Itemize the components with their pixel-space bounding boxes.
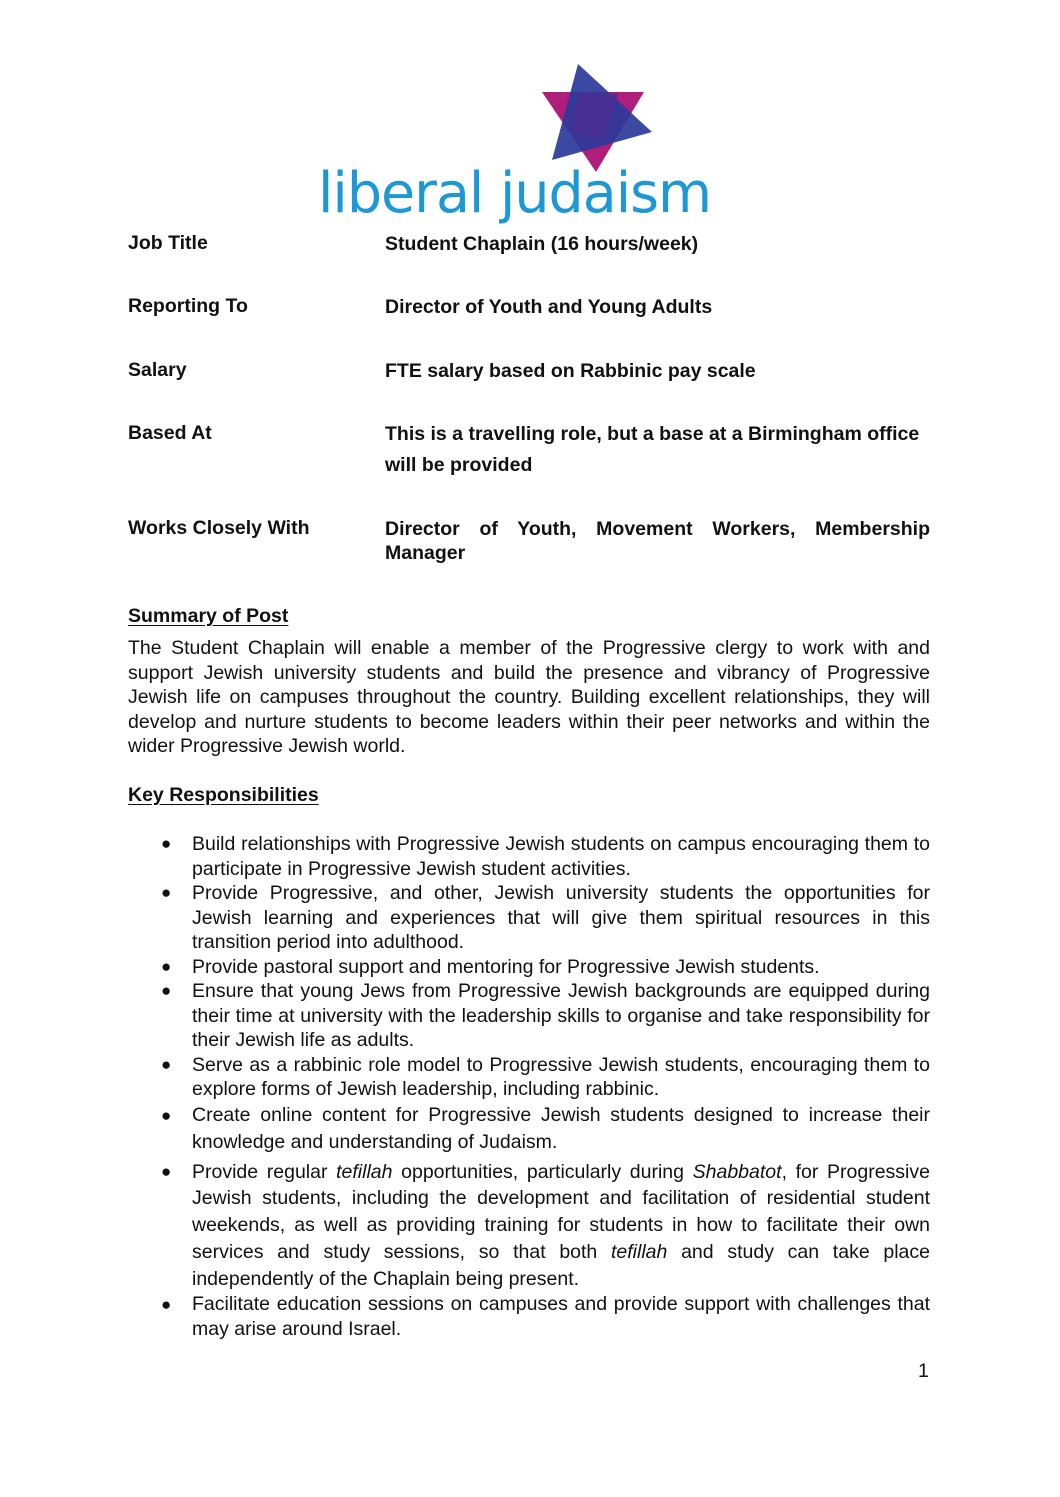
list-item-text: Facilitate education sessions on campuses and provide support with challenges that may arise around Israel. — [192, 1293, 930, 1341]
list-item — [128, 979, 930, 1053]
detail-label: Salary — [128, 359, 187, 381]
responsibilities-list — [128, 832, 930, 1342]
detail-value: Director of Youth and Young Adults — [385, 296, 713, 318]
list-item — [128, 1292, 930, 1342]
responsibilities-heading: Key Responsibilities — [128, 784, 319, 806]
summary-text: The Student Chaplain will enable a member of the Progressive clergy to work with and support Jewish university students and build the presence and vibrancy of Progressive Jewish life on campuses throughout the country. Building excellent relationships, they will develop and nurture students to become leaders within their peer networks and within the wider Progressive Jewish world. — [128, 637, 930, 758]
bullet-icon: ● — [161, 1054, 172, 1074]
bullet-icon: ● — [161, 956, 172, 976]
liberal-judaism-logo — [318, 62, 742, 226]
list-item — [128, 881, 930, 955]
list-item-text: Create online content for Progressive Jewish students designed to increase their knowledge and understanding of Judaism. — [192, 1103, 930, 1153]
list-item — [128, 955, 930, 980]
detail-value: Director of Youth, Movement Workers, Membership Manager — [385, 518, 930, 564]
bullet-icon: ● — [161, 834, 172, 853]
detail-label: Reporting To — [128, 295, 248, 317]
star-of-david-icon — [540, 62, 656, 172]
detail-value: Student Chaplain (16 hours/week) — [385, 233, 699, 255]
detail-value: FTE salary based on Rabbinic pay scale — [385, 360, 756, 382]
bullet-icon: ● — [161, 1105, 172, 1125]
list-item-text: Provide pastoral support and mentoring for Progressive Jewish students. — [192, 955, 820, 978]
bullet-icon: ● — [161, 883, 172, 902]
detail-label: Job Title — [128, 232, 208, 254]
detail-value: This is a travelling role, but a base at a Birmingham office will be provided — [385, 423, 920, 476]
logo-wordmark: liberal judaism — [318, 161, 712, 226]
list-item-text: Provide regular tefillah opportunities, particularly during Shabbatot, for Progressive Jewish students, including the development and facilitation of residential student weekends, as well as providing training for students in how to facilitate their own services and study sessions, so that both tefillah and study can take place independently of the Chaplain being present. — [192, 1160, 930, 1290]
list-item-text: Ensure that young Jews from Progressive Jewish backgrounds are equipped during their time at university with the leadership skills to organise and take responsibility for their Jewish life as adults. — [192, 980, 930, 1051]
summary-heading: Summary of Post — [128, 605, 289, 627]
list-item-text: Build relationships with Progressive Jewish students on campus encouraging them to participate in Progressive Jewish student activities. — [192, 833, 930, 880]
list-item — [128, 1102, 930, 1156]
list-item — [128, 832, 930, 881]
list-item — [128, 1053, 930, 1102]
list-item — [128, 1159, 930, 1293]
bullet-icon: ● — [161, 1161, 172, 1181]
list-item-text: Provide Progressive, and other, Jewish university students the opportunities for Jewish learning and experiences that will give them spiritual resources in this transition period into adulthood. — [192, 882, 930, 953]
page-number: 1 — [918, 1360, 929, 1382]
detail-label: Works Closely With — [128, 517, 310, 539]
list-item-text: Serve as a rabbinic role model to Progressive Jewish students, encouraging them to explore forms of Jewish leadership, including rabbinic. — [192, 1053, 930, 1100]
detail-label: Based At — [128, 422, 212, 444]
bullet-icon: ● — [161, 981, 172, 1000]
bullet-icon: ● — [161, 1295, 172, 1315]
